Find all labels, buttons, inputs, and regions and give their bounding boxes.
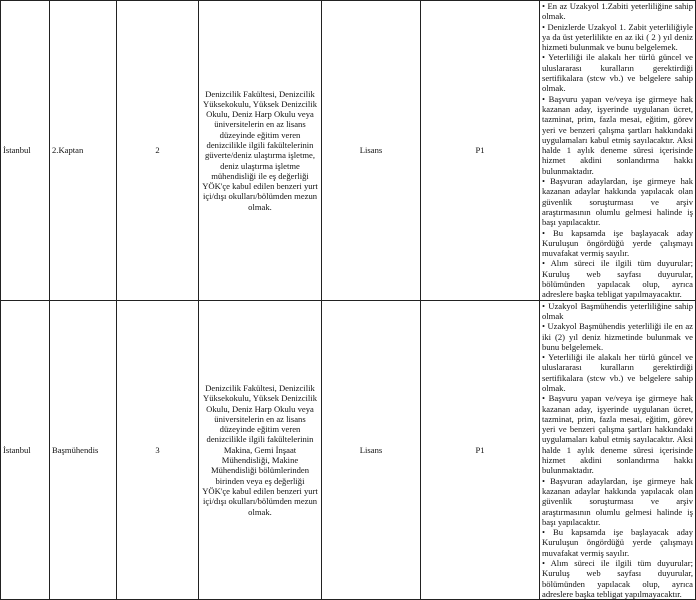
requirements-cell bbox=[540, 1, 696, 301]
requirement-item: • Denizlerde Uzakyol 1. Zabit yeterliliğiyle ya da üst yeterlilikte en az iki ( 2 ) yıl deniz hizmeti bulunmak ve bunu belgelemek. bbox=[542, 21, 693, 53]
requirement-item: • Yeterliliği ile alakalı her türlü güncel ve uluslararası kuralların gerektirdiği sertifikalara (stcw vb.) ve belgelere sahip olmak. bbox=[542, 52, 693, 94]
education-level-cell: Lisans bbox=[322, 300, 421, 600]
position-level-cell: P1 bbox=[421, 300, 540, 600]
education-requirement-cell: Denizcilik Fakültesi, Denizcilik Yüksekokulu, Yüksek Denizcilik Okulu, Deniz Harp Okulu veya üniversitelerin en az lisans düzeyinde eğitim veren denizcilikle ilgili fakültelerinin güverte/deniz ulaştırma işletme, deniz ulaştırma işletme mühendisliği ile eş değerliği YÖK'çe kabul edilen benzeri yurt içi/dışı okulları/bölümden mezun olmak. bbox=[199, 1, 322, 301]
requirement-item: • Bu kapsamda işe başlayacak aday Kuruluşun öngördüğü yerde çalışmayı muvafakat vermiş sayılır. bbox=[542, 227, 693, 259]
city-cell: İstanbul bbox=[1, 300, 50, 600]
requirement-item: • Alım süreci ile ilgili tüm duyurular; Kuruluş web sayfası duyurular, bölümünden yapılacak olup, ayrıca adreslere başka tebligat yapılmayacaktır. bbox=[542, 258, 693, 300]
requirement-item: • Uzakyol Başmühendis yeterliliğine sahip olmak bbox=[542, 300, 693, 321]
education-requirement-cell: Denizcilik Fakültesi, Denizcilik Yüksekokulu, Yüksek Denizcilik Okulu, Deniz Harp Okulu veya üniversitelerin en az lisans düzeyinde eğitim veren denizcilikle ilgili fakültelerinin Makina, Gemi İnşaat Mühendisliği, Makine Mühendisliği bölümlerinden birinden veya eş değerliği YÖK'çe kabul edilen benzeri yurt içi/dışı okulları/bölümden mezun olmak. bbox=[199, 300, 322, 600]
requirement-item: • Yeterliliği ile alakalı her türlü güncel ve uluslararası kuralların gerektirdiği sertifikalara (stcw vb.) ve belgelere sahip olmak. bbox=[542, 352, 693, 393]
requirements-cell bbox=[540, 300, 696, 600]
position-cell: 2.Kaptan bbox=[50, 1, 117, 301]
count-cell: 2 bbox=[117, 1, 199, 301]
requirement-item: • Alım süreci ile ilgili tüm duyurular; Kuruluş web sayfası duyurular, bölümünden yapılacak olup, ayrıca adreslere başka tebligat yapılmayacaktır. bbox=[542, 558, 693, 599]
requirement-item: • Başvuran adaylardan, işe girmeye hak kazanan adaylar hakkında yapılacak olan güvenlik soruşturması ve arşiv araştırmasının olumlu gelmesi halinde iş başı yapılacaktır. bbox=[542, 475, 693, 527]
requirement-item: • Uzakyol Başmühendis yeterliliği ile en az iki (2) yıl deniz hizmetinde bulunmak ve bunu belgelemek. bbox=[542, 321, 693, 352]
requirement-item: • Bu kapsamda işe başlayacak aday Kuruluşun öngördüğü yerde çalışmayı muvafakat vermiş sayılır. bbox=[542, 527, 693, 558]
position-cell: Başmühendis bbox=[50, 300, 117, 600]
city-cell: İstanbul bbox=[1, 1, 50, 301]
requirement-item: • Başvuru yapan ve/veya işe girmeye hak kazanan aday, işyerinde uygulanan ücret, tazminat, prim, fazla mesai, eğitim, görev yeri ve benzeri çalışma şartları hakkındaki uygulamaları kabul etmiş sayılacaktır. Aksi halde 1 aylık deneme süresi içerisinde hizmet akdini sonlandırma hakkı bulunmaktadır. bbox=[542, 93, 693, 176]
requirement-item: • En az Uzakyol 1.Zabiti yeterliliğine sahip olmak. bbox=[542, 1, 693, 22]
requirement-item: • Başvuru yapan ve/veya işe girmeye hak kazanan aday, işyerinde uygulanan ücret, tazminat, prim, fazla mesai, eğitim, görev yeri ve benzeri çalışma şartları hakkındaki uygulamaları kabul etmiş sayılacaktır. Aksi halde 1 aylık deneme süresi içerisinde hizmet akdini sonlandırma hakkı bulunmaktadır. bbox=[542, 393, 693, 476]
position-level-cell: P1 bbox=[421, 1, 540, 301]
table-row bbox=[1, 300, 696, 600]
requirement-item: • Başvuran adaylardan, işe girmeye hak kazanan adaylar hakkında yapılacak olan güvenlik soruşturması ve arşiv araştırmasının olumlu gelmesi halinde iş başı yapılacaktır. bbox=[542, 176, 693, 228]
table-row bbox=[1, 1, 696, 301]
count-cell: 3 bbox=[117, 300, 199, 600]
education-level-cell: Lisans bbox=[322, 1, 421, 301]
